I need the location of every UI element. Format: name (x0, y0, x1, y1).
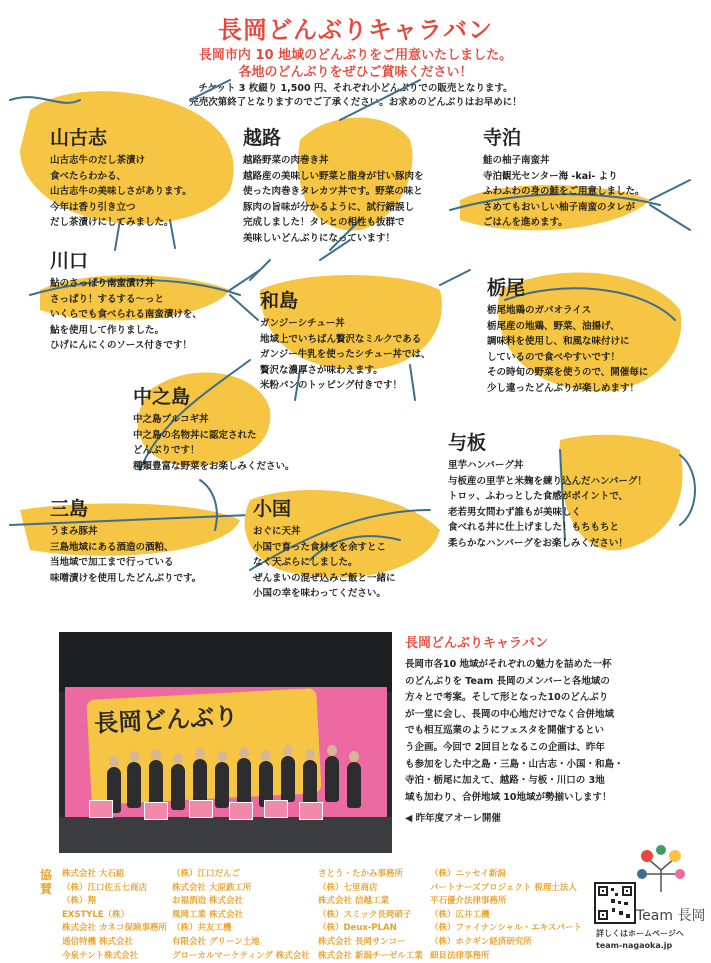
region-name: 寺泊 (483, 127, 522, 149)
region-washima (260, 288, 475, 394)
dish-name: 中之島プルコギ丼 (133, 414, 209, 425)
team-logo-icon (635, 844, 687, 896)
sellout-note: 完売次第終了となりますのでご了承ください。お求めのどんぶりはお早めに！ (189, 97, 522, 108)
region-yoita (448, 430, 698, 551)
region-name: 三島 (50, 498, 89, 520)
lead-line-2: 各地のどんぶりをぜひご賞味ください！ (238, 65, 473, 80)
dish-description: 三島地域にある酒造の酒粕、 当地域で加工まで行っている 味噌漬けを使用したどんぶりです。 (50, 541, 202, 584)
sponsor-name: （株）ニッセイ新潟 (430, 869, 506, 879)
qr-code-icon[interactable] (594, 882, 636, 924)
dish-name: 越路野菜の肉巻き丼 (243, 155, 329, 166)
sponsor-name: 有限会社 グリーン土地 (172, 936, 260, 947)
website-url[interactable]: team-nagaoka.jp (596, 941, 673, 950)
dish-description: 与板産の里芋と米麹を練り込んだハンバーグ！ トロッ、ふわっとした食感がポイントで、 老若男女問わず誰もが美味しく 食べれる丼に仕上げました！もちもちと 柔らかなハンバーグをお楽しみください！ (448, 475, 647, 549)
dish-description: 小国で育った食材をを余すとこ なく天ぷらにしました。 ぜんまいの混ぜ込みご飯と一緒に 小国の幸を味わってください。 (253, 541, 396, 599)
dish-description: さっぱり！するする〜っと いくらでも食べられる南蛮漬けを、 鮎を使用して作りました。 ひげにんにくのソース付きです！ (50, 293, 202, 351)
sponsor-name: （株）江口佐五七商店 (62, 882, 148, 893)
sponsor-name: （株）翔 (62, 896, 97, 907)
dish-description: 寺泊観光センター海 -kai- より ふわふわの身の鮭をご用意しました。 さめてもおいしい柚子南蛮のタレが ごはんを進めます。 (483, 170, 645, 228)
sponsor-name: パートナーズプロジェクト 税理士法人 (430, 882, 577, 893)
sponsor-name: 平石優介法律事務所 (430, 896, 507, 907)
sponsor-name: （株）スミック長岡硝子 (318, 909, 412, 920)
region-teradomari (483, 125, 698, 231)
page-title: 長岡どんぶりキャラバン (218, 16, 493, 44)
dish-description: 地域上でいちばん贅沢なミルクである ガンジー牛乳を使ったシチュー丼では、 贅沢な濃厚さが味わえます。 米粉パンのトッピング付きです！ (260, 333, 431, 391)
sponsor-name: （株）ファイナンシャル・エキスパート (430, 923, 582, 934)
region-nakanoshima (133, 384, 333, 474)
sponsor-label: 協賛 (40, 868, 53, 896)
lead-line-1: 長岡市内 10 地域のどんぶりをご用意いたしました。 (198, 48, 513, 63)
sponsor-column-2 (172, 868, 310, 963)
photo-caption: ◀ 昨年度アオーレ開催 (405, 813, 501, 825)
website-note (596, 928, 706, 952)
region-name: 栃尾 (487, 277, 526, 299)
region-name: 中之島 (133, 386, 191, 408)
story-section (405, 632, 690, 824)
sponsor-name: 株式会社 新潟チーゼル工業 (318, 950, 423, 961)
sponsor-name: （株）ホクギン経済研究所 (430, 936, 532, 947)
region-name: 小国 (253, 498, 292, 520)
region-kawaguchi (50, 248, 250, 354)
dish-description: 栃尾産の地鶏、野菜、油揚げ、 調味料を使用し、和風な味付けに しているので食べやすいです！ その時旬の野菜を使うので、開催毎に 少し違ったどんぶりが楽しめます！ (487, 320, 649, 394)
dish-name: 山古志牛のだし茶漬け (50, 155, 146, 166)
dish-name: 鮎のさっぱり南蛮漬け丼 (50, 278, 155, 289)
region-yamakoshi (50, 125, 250, 231)
event-photo (59, 632, 392, 853)
story-body: 長岡市各10 地域がそれぞれの魅力を詰めた一杯 のどんぶりを Team 長岡のメンバーと各地域の 方々とで考案。そして形となった10のどんぶり が一堂に会し、長岡の中心地だけでなく合併地域 でも相互巡業のようにフェスタを開催するとい う企画。今回で 2回目となるこの企画は、昨年 も参加をした中之島・三島・山古志・小国・和島・ 寺泊・栃尾に加えて、越路・与板・川口の 3地 域も加わり、合併地域 10地域が勢揃いします！ (405, 659, 624, 803)
photo-ceiling (59, 632, 392, 692)
region-name: 和島 (260, 290, 299, 312)
sponsor-name: EXSTYLE（株） (62, 909, 130, 920)
dish-name: 栃尾地鶏のガパオライス (487, 305, 592, 316)
sponsor-name: （株）広井工機 (430, 909, 490, 920)
sponsor-name: 通信特機 株式会社 (62, 936, 133, 947)
sponsor-name: 株式会社 信越工業 (318, 896, 389, 907)
sponsor-name: さとう・たかみ事務所 (318, 869, 404, 879)
photo-banner-text: 長岡どんぶり (93, 702, 239, 738)
sponsor-name: お福酒造 株式会社 (172, 896, 243, 907)
region-mishima (50, 496, 250, 586)
sponsor-name: （株）Deux-PLAN (318, 923, 397, 934)
dish-description: 中之島の名物丼に認定された どんぶりです！ 種類豊富な野菜をお楽しみください。 (133, 429, 295, 472)
website-note-line-1: 詳しくはホームページへ (596, 929, 684, 938)
region-oguni (253, 496, 453, 602)
sponsor-name: （株）七里商店 (318, 882, 378, 893)
dish-name: 里芋ハンバーグ丼 (448, 460, 524, 471)
photo-floor (59, 817, 392, 853)
region-koshiji (243, 125, 483, 246)
region-name: 越路 (243, 127, 282, 149)
sponsor-name: 細貝法律事務所 (430, 950, 490, 961)
sponsor-name: グローカルマーケティング 株式会社 (172, 950, 310, 961)
dish-name: うまみ豚丼 (50, 526, 98, 537)
story-title: 長岡どんぶりキャラバン (405, 636, 549, 651)
sponsor-name: 今泉テント株式会社 (62, 950, 139, 961)
sponsor-name: 株式会社 カネコ保険事務所 (62, 923, 167, 934)
sponsor-name: 株式会社 長岡サンコー (318, 936, 406, 947)
sponsor-name: 株式会社 大原鉄工所 (172, 882, 252, 893)
dish-name: 鮭の柚子南蛮丼 (483, 155, 550, 166)
ticket-note: チケット 3 枚綴り 1,500 円、それぞれ小どんぶりでの販売となります。 (198, 83, 513, 94)
region-tochio (487, 275, 702, 396)
sponsor-name: （株）江口だんご (172, 869, 241, 879)
region-name: 与板 (448, 432, 487, 454)
dish-name: ガンジーシチュー丼 (260, 318, 345, 329)
sponsor-column-4 (430, 868, 582, 963)
sponsor-name: （株）共友工機 (172, 923, 232, 934)
sponsor-name: 凰岡工業 株式会社 (172, 909, 243, 920)
dish-description: 越路産の美味しい野菜と脂身が甘い豚肉を 使った肉巻きタレカツ丼です。野菜の味と 豚肉の旨味が分かるように、試行錯誤し 完成しました！タレとの相性も抜群で 美味しいどんぶりになっています！ (243, 170, 424, 244)
sponsor-name: 株式会社 大石組 (62, 869, 125, 879)
region-name: 山古志 (50, 127, 108, 149)
team-name: Team 長岡 (636, 908, 706, 924)
dish-name: おぐに天丼 (253, 526, 301, 537)
region-name: 川口 (50, 250, 89, 272)
sponsor-column-3 (318, 868, 423, 963)
sponsor-column-1 (62, 868, 167, 963)
dish-description: 食べたらわかる、 山古志牛の美味しさがあります。 今年は香り引き立つ だし茶漬けにしてみました。 (50, 170, 192, 228)
